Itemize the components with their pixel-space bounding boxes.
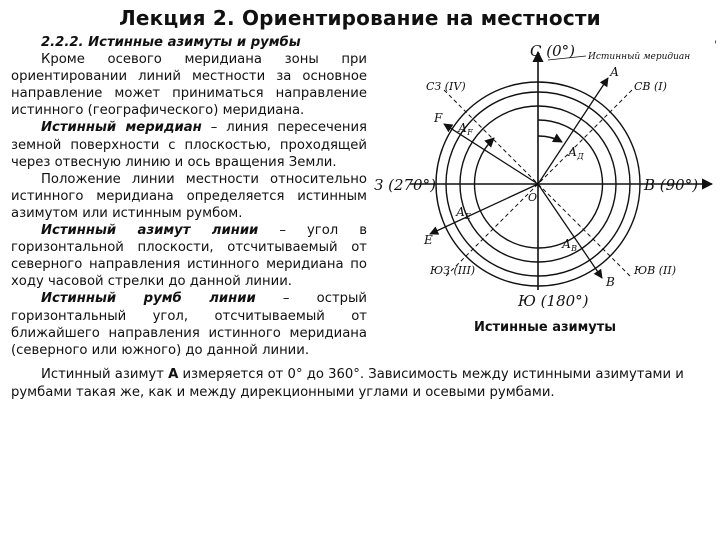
term-true-azimuth: Истинный азимут линии <box>41 223 259 239</box>
label-tick: ' <box>714 40 717 51</box>
term-true-meridian: Истинный меридиан <box>41 120 202 136</box>
definition-true-rhumb: – острый горизонтальный угол, отсчитываемый от ближайшего направления истинного меридиана (северного или южного) до данной линии. <box>11 291 367 358</box>
term-true-rhumb: Истинный румб линии <box>41 291 256 307</box>
paragraph-true-azimuth <box>11 222 367 290</box>
label-west: З (270°) <box>374 176 436 194</box>
azimuth-symbol: А <box>168 367 179 382</box>
label-north: С (0°) <box>530 42 575 60</box>
azimuth-arc-a <box>538 136 562 142</box>
line-oa <box>538 78 608 184</box>
label-azimuth-f <box>457 121 473 137</box>
definition-true-meridian: – линия пересечения земной поверхности с плоскостью, проходящей через отвесную линию и ось вращения Земли. <box>11 120 367 170</box>
label-azimuth-a-sub: Д <box>577 152 584 161</box>
label-point-b: В <box>606 275 615 289</box>
label-center: О <box>528 191 538 204</box>
label-azimuth-b-sub: В <box>571 244 577 253</box>
label-nw-quadrant: СЗ (IV) <box>426 80 466 93</box>
line-ob <box>538 184 602 278</box>
paragraph-true-rhumb <box>11 290 367 358</box>
label-azimuth-a-main: А <box>568 145 578 159</box>
label-azimuth-b <box>561 237 577 253</box>
label-azimuth-e <box>455 205 471 221</box>
label-east: В (90°) <box>644 176 699 194</box>
true-azimuth-diagram <box>372 38 720 310</box>
page-title: Лекция 2. Ориентирование на местности <box>119 6 601 30</box>
label-point-e: Е <box>424 233 433 247</box>
paragraph-true-meridian <box>11 119 367 170</box>
diagram-caption: Истинные азимуты <box>473 320 617 335</box>
paragraph-position: Положение линии местности относительно истинного меридиана определяется истинным азимутом или истинным румбом. <box>11 171 367 221</box>
label-azimuth-e-sub: Е <box>465 212 471 221</box>
label-ne-quadrant: СВ (I) <box>634 80 667 93</box>
label-meridian: Истинный меридиан <box>588 52 691 62</box>
label-south: Ю (180°) <box>518 292 589 310</box>
text-column <box>11 34 367 359</box>
label-azimuth-b-main: А <box>562 237 572 251</box>
section-heading: 2.2.2. Истинные азимуты и румбы <box>41 35 301 50</box>
label-azimuth-f-sub: F <box>467 128 473 137</box>
bottom-text <box>11 366 711 402</box>
azimuth-range-pre: Истинный азимут <box>41 367 169 382</box>
label-point-a: А <box>610 65 620 79</box>
label-point-f: F <box>434 111 443 125</box>
paragraph-azimuth-range <box>11 366 711 402</box>
label-se-quadrant: ЮВ (II) <box>634 264 676 277</box>
label-azimuth-f-main: А <box>458 121 468 135</box>
paragraph-intro: Кроме осевого меридиана зоны при ориентировании линий местности за основное направление может приниматься направление истинного (географического) меридиана. <box>11 52 367 119</box>
definition-true-azimuth: – угол в горизонтальной плоскости, отсчитываемый от северного направления истинного меридиана по ходу часовой стрелки до данной линии. <box>11 223 368 290</box>
label-sw-quadrant: ЮЗ (III) <box>430 264 476 277</box>
label-azimuth-a <box>567 145 584 161</box>
azimuth-range-post: измеряется от 0° до 360°. Зависимость между истинными азимутами и румбами такая же, как и между дирекционными углами и осевыми румбами. <box>11 367 684 400</box>
label-azimuth-e-main: А <box>456 205 466 219</box>
